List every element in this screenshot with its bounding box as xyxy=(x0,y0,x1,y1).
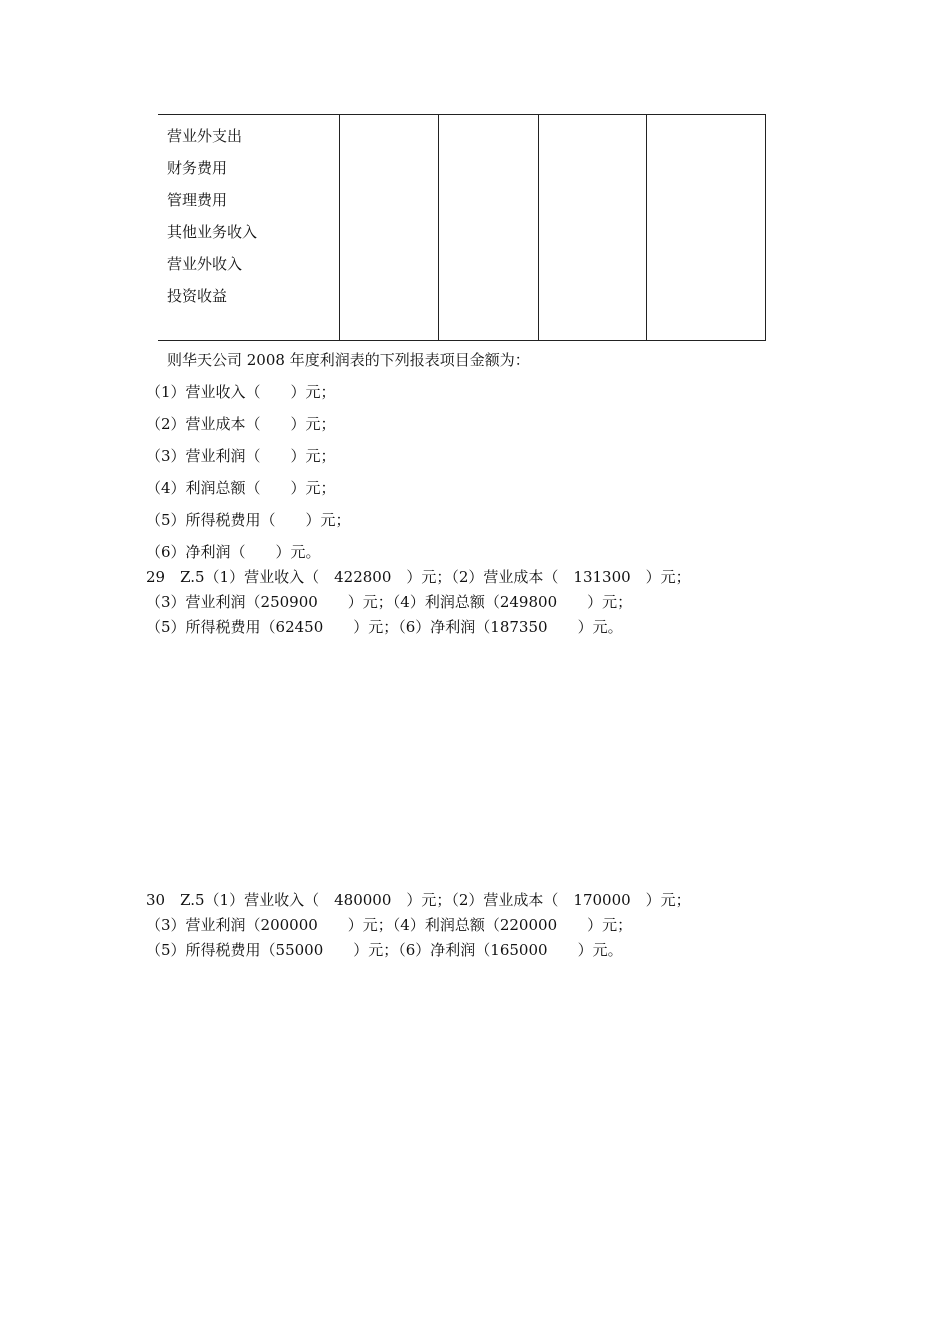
table-top-border xyxy=(158,114,766,115)
account-item: 管理费用 xyxy=(167,191,228,209)
question-item: （6）净利润（ ）元。 xyxy=(146,543,321,561)
question-item: （2）营业成本（ ）元； xyxy=(146,415,336,433)
question-item: （4）利润总额（ ）元； xyxy=(146,479,336,497)
account-item: 营业外收入 xyxy=(167,255,243,273)
table-bottom-border xyxy=(158,340,766,341)
answer-line: （3）营业利润（200000 ）元；（4）利润总额（220000 ）元； xyxy=(146,916,633,934)
table-column-divider xyxy=(646,114,647,341)
table-right-border xyxy=(765,114,766,341)
account-table xyxy=(158,114,766,341)
question-item: （3）营业利润（ ）元； xyxy=(146,447,336,465)
account-item: 其他业务收入 xyxy=(167,223,258,241)
answer-line: 29 Z.5（1）营业收入（ 422800 ）元；（2）营业成本（ 131300 ）元； xyxy=(146,568,691,586)
table-column-divider xyxy=(339,114,340,341)
answer-line: （5）所得税费用（62450 ）元；（6）净利润（187350 ）元。 xyxy=(146,618,623,636)
account-item: 财务费用 xyxy=(167,159,228,177)
question-item: （1）营业收入（ ）元； xyxy=(146,383,336,401)
table-column-divider xyxy=(438,114,439,341)
answer-line: 30 Z.5（1）营业收入（ 480000 ）元；（2）营业成本（ 170000 ）元； xyxy=(146,891,691,909)
answer-line: （5）所得税费用（55000 ）元；（6）净利润（165000 ）元。 xyxy=(146,941,623,959)
account-item: 营业外支出 xyxy=(167,127,243,145)
question-item: （5）所得税费用（ ）元； xyxy=(146,511,351,529)
account-item: 投资收益 xyxy=(167,287,228,305)
table-column-divider xyxy=(538,114,539,341)
question-intro: 则华天公司 2008 年度利润表的下列报表项目金额为： xyxy=(167,351,530,369)
answer-line: （3）营业利润（250900 ）元；（4）利润总额（249800 ）元； xyxy=(146,593,633,611)
account-item-list xyxy=(167,122,257,314)
